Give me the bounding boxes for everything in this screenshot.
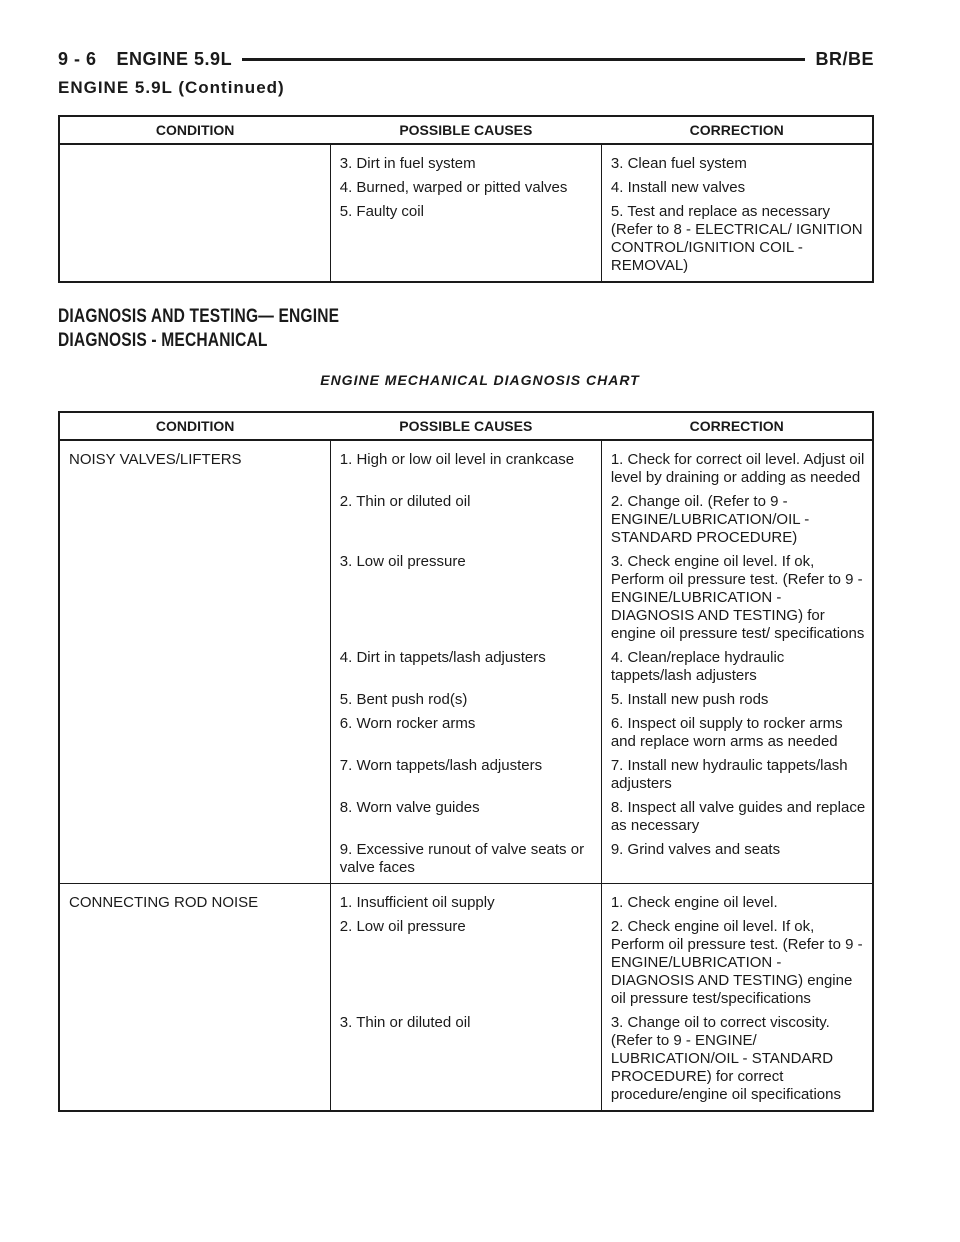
table-row — [59, 440, 873, 493]
correction-cell: 5. Test and replace as necessary (Refer to 8 - ELECTRICAL/ IGNITION CONTROL/IGNITION COIL - REMOVAL) — [601, 203, 873, 282]
cause-cell: 5. Bent push rod(s) — [330, 691, 601, 715]
condition-cell — [59, 179, 330, 203]
section-heading-diagnosis-testing: DIAGNOSIS AND TESTING— ENGINE — [58, 306, 340, 327]
table-row — [59, 144, 873, 179]
table-row — [59, 757, 873, 799]
mechanical-diagnosis-table — [58, 411, 874, 1112]
table-row — [59, 841, 873, 884]
cause-cell: 4. Burned, warped or pitted valves — [330, 179, 601, 203]
cause-cell: 2. Low oil pressure — [330, 918, 601, 1014]
correction-cell: 5. Install new push rods — [601, 691, 873, 715]
header-condition: CONDITION — [59, 412, 330, 440]
condition-cell — [59, 918, 330, 1014]
header-model: BR/BE — [815, 48, 874, 69]
cause-cell: 4. Dirt in tappets/lash adjusters — [330, 649, 601, 691]
table-row — [59, 493, 873, 553]
table-row — [59, 203, 873, 282]
cause-cell: 2. Thin or diluted oil — [330, 493, 601, 553]
condition-cell — [59, 1014, 330, 1111]
cause-cell: 1. Insufficient oil supply — [330, 884, 601, 919]
section-heading-mechanical: DIAGNOSIS - MECHANICAL — [58, 330, 268, 351]
cause-cell: 6. Worn rocker arms — [330, 715, 601, 757]
correction-cell: 1. Check engine oil level. — [601, 884, 873, 919]
condition-cell — [59, 841, 330, 884]
chart-title: ENGINE MECHANICAL DIAGNOSIS CHART — [320, 372, 640, 388]
cause-cell: 7. Worn tappets/lash adjusters — [330, 757, 601, 799]
cause-cell: 3. Thin or diluted oil — [330, 1014, 601, 1111]
page-number: 9 - 6 — [58, 48, 97, 69]
cause-cell: 1. High or low oil level in crankcase — [330, 440, 601, 493]
continued-title: ENGINE 5.9L (Continued) — [58, 78, 285, 97]
header-correction: CORRECTION — [601, 116, 873, 144]
cause-cell: 8. Worn valve guides — [330, 799, 601, 841]
header-correction: CORRECTION — [601, 412, 873, 440]
table-row — [59, 884, 873, 919]
table-row — [59, 715, 873, 757]
correction-cell: 3. Clean fuel system — [601, 144, 873, 179]
condition-cell: NOISY VALVES/LIFTERS — [59, 440, 330, 493]
header-causes: POSSIBLE CAUSES — [330, 412, 601, 440]
condition-cell — [59, 799, 330, 841]
header-causes: POSSIBLE CAUSES — [330, 116, 601, 144]
correction-cell: 4. Install new valves — [601, 179, 873, 203]
condition-cell — [59, 757, 330, 799]
condition-cell — [59, 203, 330, 282]
header-condition: CONDITION — [59, 116, 330, 144]
table-row — [59, 1014, 873, 1111]
condition-cell — [59, 493, 330, 553]
correction-cell: 3. Change oil to correct viscosity. (Refer to 9 - ENGINE/ LUBRICATION/OIL - STANDARD PROCEDURE) for correct procedure/engine oil specifications — [601, 1014, 873, 1111]
header-rule — [242, 58, 805, 61]
table-row — [59, 691, 873, 715]
table-row — [59, 918, 873, 1014]
cause-cell: 3. Low oil pressure — [330, 553, 601, 649]
page-header — [58, 46, 874, 72]
table-header-row — [59, 412, 873, 440]
correction-cell: 1. Check for correct oil level. Adjust oil level by draining or adding as needed — [601, 440, 873, 493]
header-title: ENGINE 5.9L — [116, 48, 233, 69]
correction-cell: 6. Inspect oil supply to rocker arms and replace worn arms as needed — [601, 715, 873, 757]
condition-cell — [59, 715, 330, 757]
correction-cell: 8. Inspect all valve guides and replace as necessary — [601, 799, 873, 841]
correction-cell: 9. Grind valves and seats — [601, 841, 873, 884]
cause-cell: 3. Dirt in fuel system — [330, 144, 601, 179]
condition-cell — [59, 144, 330, 179]
cause-cell: 5. Faulty coil — [330, 203, 601, 282]
diagnosis-table-continued — [58, 115, 874, 283]
correction-cell: 2. Check engine oil level. If ok, Perform oil pressure test. (Refer to 9 - ENGINE/LUBRICATION - DIAGNOSIS AND TESTING) engine oil pressure test/specifications — [601, 918, 873, 1014]
table-header-row — [59, 116, 873, 144]
table-row — [59, 553, 873, 649]
cause-cell: 9. Excessive runout of valve seats or valve faces — [330, 841, 601, 884]
table-row — [59, 649, 873, 691]
table-row — [59, 799, 873, 841]
condition-cell — [59, 649, 330, 691]
correction-cell: 7. Install new hydraulic tappets/lash adjusters — [601, 757, 873, 799]
correction-cell: 2. Change oil. (Refer to 9 - ENGINE/LUBRICATION/OIL - STANDARD PROCEDURE) — [601, 493, 873, 553]
condition-cell — [59, 691, 330, 715]
condition-cell — [59, 553, 330, 649]
table-row — [59, 179, 873, 203]
correction-cell: 3. Check engine oil level. If ok, Perform oil pressure test. (Refer to 9 - ENGINE/LUBRICATION - DIAGNOSIS AND TESTING) for engine oil pressure test/ specifications — [601, 553, 873, 649]
condition-cell: CONNECTING ROD NOISE — [59, 884, 330, 919]
correction-cell: 4. Clean/replace hydraulic tappets/lash adjusters — [601, 649, 873, 691]
